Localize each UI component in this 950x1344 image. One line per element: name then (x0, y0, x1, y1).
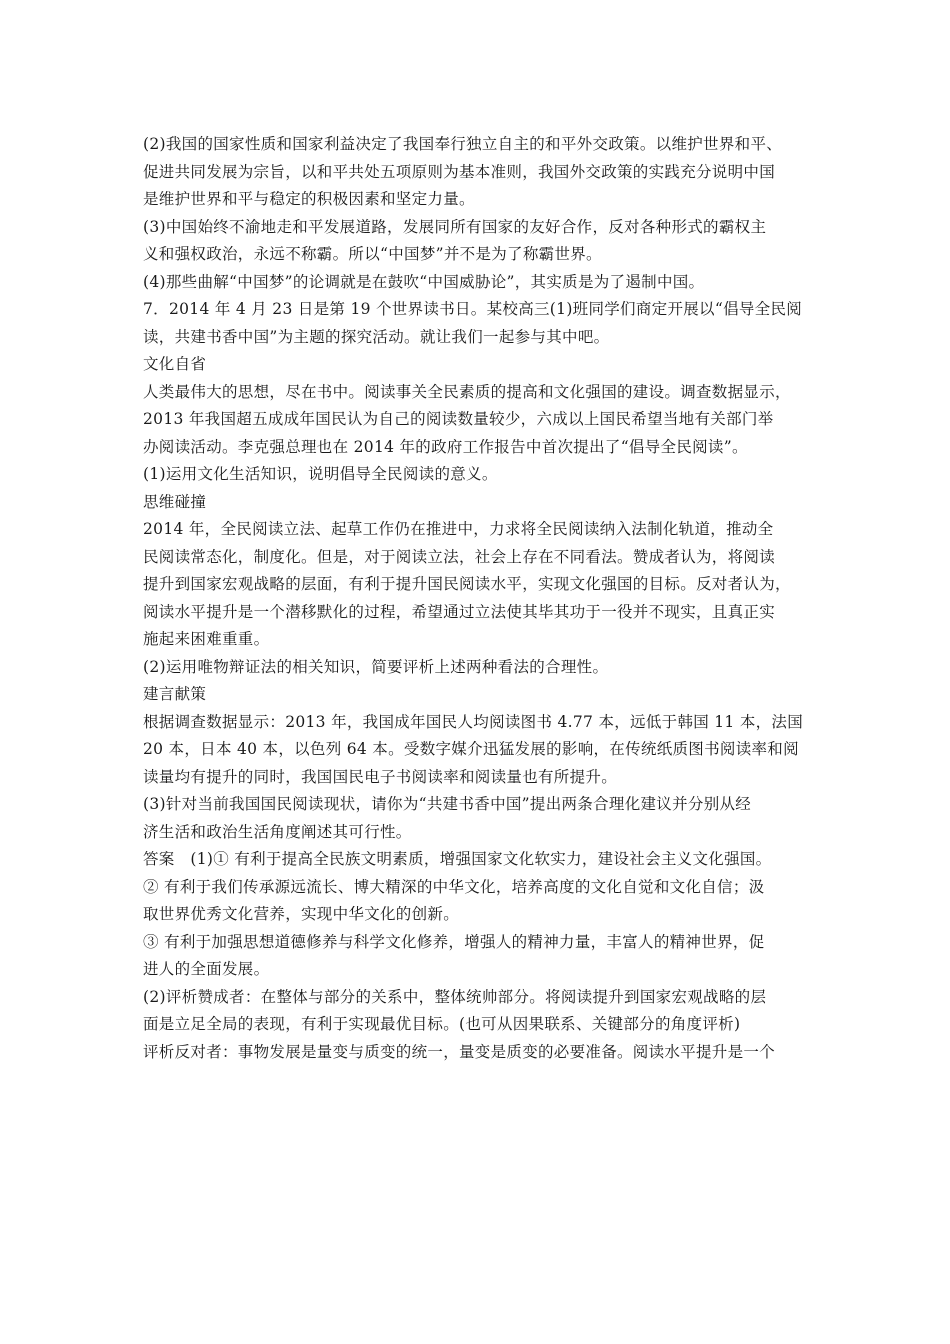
text-line: 人类最伟大的思想，尽在书中。阅读事关全民素质的提高和文化强国的建设。调查数据显示， (143, 382, 791, 401)
answer-line: 答案 (1)① 有利于提高全民族文明素质，增强国家文化软实力，建设社会主义文化强国。 (143, 850, 772, 868)
text-line: 施起来困难重重。 (143, 630, 270, 648)
text-line: 读，共建书香中国”为主题的探究活动。就让我们一起参与其中吧。 (143, 327, 610, 346)
text-line: 20 本，日本 40 本，以色列 64 本。受数字媒介迅猛发展的影响，在传统纸质图书阅读率和阅 (143, 740, 799, 758)
text-line: 提升到国家宏观战略的层面，有利于提升国民阅读水平，实现文化强国的目标。反对者认为， (143, 575, 791, 593)
question-heading: 7．2014 年 4 月 23 日是第 19 个世界读书日。某校高三(1)班同学们商定开展以“倡导全民阅 (143, 300, 803, 318)
sub-question: (3)针对当前我国国民阅读现状，请你为“共建书香中国”提出两条合理化建议并分别从经 (143, 795, 752, 813)
text-line: (3)中国始终不渝地走和平发展道路，发展同所有国家的友好合作，反对各种形式的霸权主 (143, 217, 767, 236)
section-heading: 文化自省 (143, 355, 207, 373)
answer-line: 进人的全面发展。 (143, 960, 270, 978)
text-line: 办阅读活动。李克强总理也在 2014 年的政府工作报告中首次提出了“倡导全民阅读”。 (143, 437, 748, 456)
text-line: 促进共同发展为宗旨，以和平共处五项原则为基本准则，我国外交政策的实践充分说明中国 (143, 162, 776, 181)
text-line: 读量均有提升的同时，我国国民电子书阅读率和阅读量也有所提升。 (143, 767, 618, 786)
answer-line: ② 有利于我们传承源远流长、博大精深的中华文化，培养高度的文化自觉和文化自信；汲 (143, 877, 765, 896)
answer-line: 面是立足全局的表现，有利于实现最优目标。(也可从因果联系、关键部分的角度评析) (143, 1015, 741, 1033)
answer-line: ③ 有利于加强思想道德修养与科学文化修养，增强人的精神力量，丰富人的精神世界，促 (143, 932, 765, 951)
text-line: 是维护世界和平与稳定的积极因素和坚定力量。 (143, 190, 475, 208)
text-line: 民阅读常态化，制度化。但是，对于阅读立法，社会上存在不同看法。赞成者认为，将阅读 (143, 547, 776, 566)
answer-line: 评析反对者：事物发展是量变与质变的统一，量变是质变的必要准备。阅读水平提升是一个 (143, 1042, 776, 1061)
answer-line: 取世界优秀文化营养，实现中华文化的创新。 (143, 905, 460, 923)
text-line: 阅读水平提升是一个潜移默化的过程，希望通过立法使其毕其功于一役并不现实，且真正实 (143, 602, 776, 621)
text-line: (4)那些曲解“中国梦”的论调就是在鼓吹“中国威胁论”，其实质是为了遏制中国。 (143, 272, 705, 291)
text-line: 2014 年，全民阅读立法、起草工作仍在推进中，力求将全民阅读纳入法制化轨道，推动全 (143, 520, 774, 538)
section-heading: 建言献策 (143, 685, 207, 703)
document-body (143, 131, 823, 1066)
text-line: 2013 年我国超五成成年国民认为自己的阅读数量较少，六成以上国民希望当地有关部门举 (143, 410, 774, 428)
text-line: 义和强权政治，永远不称霸。所以“中国梦”并不是为了称霸世界。 (143, 245, 602, 263)
text-line: (2)我国的国家性质和国家利益决定了我国奉行独立自主的和平外交政策。以维护世界和平、 (143, 135, 783, 153)
answer-line: (2)评析赞成者：在整体与部分的关系中，整体统帅部分。将阅读提升到国家宏观战略的层 (143, 987, 767, 1006)
sub-question: (1)运用文化生活知识，说明倡导全民阅读的意义。 (143, 465, 498, 483)
section-heading: 思维碰撞 (143, 492, 207, 511)
text-line: 济生活和政治生活角度阐述其可行性。 (143, 822, 412, 841)
text-line: 根据调查数据显示：2013 年，我国成年国民人均阅读图书 4.77 本，远低于韩国 11 本，法国 (143, 712, 804, 731)
sub-question: (2)运用唯物辩证法的相关知识，简要评析上述两种看法的合理性。 (143, 657, 609, 676)
